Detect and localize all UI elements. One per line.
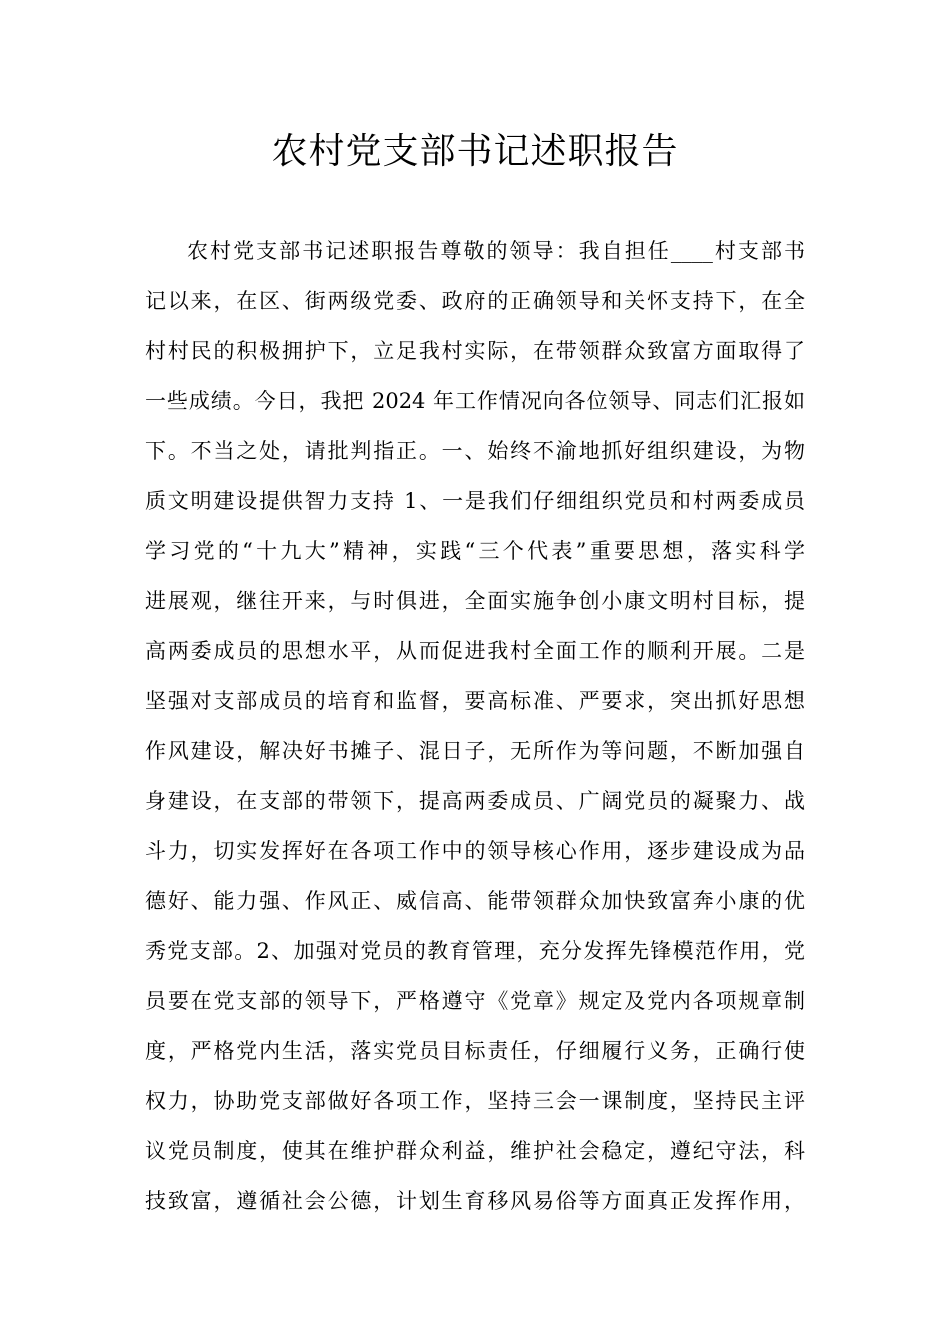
body-line: 下。不当之处，请批判指正。一、始终不渝地抓好组织建设，为物	[145, 439, 805, 463]
body-line: 技致富，遵循社会公德，计划生育移风易俗等方面真正发挥作用，	[145, 1189, 805, 1213]
body-line: 德好、能力强、作风正、威信高、能带领群众加快致富奔小康的优	[145, 889, 805, 913]
body-line: 进展观，继往开来，与时俱进，全面实施争创小康文明村目标，提	[145, 589, 805, 613]
body-line: 身建设，在支部的带领下，提高两委成员、广阔党员的凝聚力、战	[145, 789, 805, 813]
body-line: 议党员制度，使其在维护群众利益，维护社会稳定，遵纪守法，科	[145, 1139, 805, 1163]
body-line: 秀党支部。2、加强对党员的教育管理，充分发挥先锋模范作用，党	[145, 939, 805, 963]
body-line: 权力，协助党支部做好各项工作，坚持三会一课制度，坚持民主评	[145, 1089, 805, 1113]
body-line: 高两委成员的思想水平，从而促进我村全面工作的顺利开展。二是	[145, 639, 805, 663]
body-line: 坚强对支部成员的培育和监督，要高标准、严要求，突出抓好思想	[145, 689, 805, 713]
document-title: 农村党支部书记述职报告	[271, 131, 679, 172]
body-line: 质文明建设提供智力支持 1、一是我们仔细组织党员和村两委成员	[145, 489, 805, 513]
body-line: 学习党的“十九大”精神，实践“三个代表”重要思想，落实科学	[145, 539, 805, 563]
body-line: 农村党支部书记述职报告尊敬的领导：我自担任____村支部书	[187, 239, 805, 263]
body-line: 斗力，切实发挥好在各项工作中的领导核心作用，逐步建设成为品	[145, 839, 805, 863]
body-line: 一些成绩。今日，我把 2024 年工作情况向各位领导、同志们汇报如	[145, 389, 805, 413]
document-body	[145, 226, 805, 1226]
body-line: 度，严格党内生活，落实党员目标责任，仔细履行义务，正确行使	[145, 1039, 805, 1063]
body-line: 作风建设，解决好书摊子、混日子，无所作为等问题，不断加强自	[145, 739, 805, 763]
body-line: 员要在党支部的领导下，严格遵守《党章》规定及党内各项规章制	[145, 989, 805, 1013]
body-line: 记以来，在区、街两级党委、政府的正确领导和关怀支持下，在全	[145, 289, 805, 313]
body-line: 村村民的积极拥护下，立足我村实际，在带领群众致富方面取得了	[145, 339, 805, 363]
